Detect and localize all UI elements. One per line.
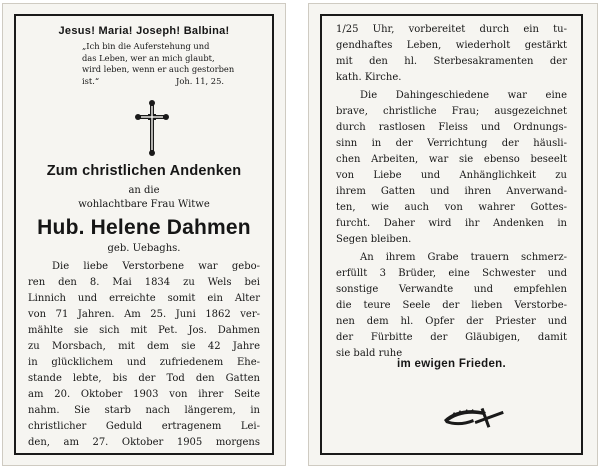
text-line: chen Arbeiten, war sie ebenso beseelt [336, 154, 567, 165]
text-line: kath. Kirche. [336, 72, 402, 83]
text-line: sinn in der Verrichtung der häusli- [336, 138, 567, 149]
text-line: ten, wie auch von wahrer Gottes- [336, 202, 567, 213]
biography-line: am 20. Oktober 1903 von ihrer Seite [28, 389, 260, 400]
maiden-name: geb. Uebaghs. [107, 243, 181, 254]
text-line: erfüllt 3 Brüder, eine Schwester und [336, 268, 567, 279]
text-line: der Fürbitte der Gläubigen, damit [336, 332, 567, 343]
subtitle-frau: wohlachtbare Frau Witwe [78, 199, 210, 210]
text-line: 1/25 Uhr, vorbereitet durch ein tu- [336, 24, 567, 35]
memorial-title: Zum christlichen Andenken [46, 163, 242, 179]
text-line: An ihrem Grabe trauern schmerz- [360, 252, 567, 263]
text-line: durch rastlosen Fleiss und Ordnungs- [336, 122, 567, 133]
biography-line: mählte sie sich mit Pet. Jos. Dahmen [28, 325, 260, 336]
quote-reference: Joh. 11, 25. [176, 75, 224, 86]
text-line: die teure Seele der lieben Verstorbe- [336, 300, 567, 311]
right-card-border [320, 14, 583, 455]
biography-text [28, 259, 260, 451]
biography-line: stande lebte, bis der Tod den Gatten [28, 373, 260, 384]
text-line: furcht. Daher wird ihr Andenken in [336, 218, 567, 229]
quote-line: „Ich bin die Auferstehung und [82, 41, 210, 51]
text-line: Die Dahingeschiedene war eine [360, 90, 567, 101]
biography-line: von 71 Jahren. Am 25. Juni 1862 ver- [28, 309, 260, 320]
right-card [308, 3, 598, 466]
subtitle-an: an die [128, 185, 160, 196]
cross-icon [135, 100, 169, 156]
death-paragraph [336, 22, 567, 86]
biography-line: christlicher Geduld ertragenem Lei- [28, 421, 260, 432]
biography-line: Linnich und erreichte somit ein Alter [28, 293, 260, 304]
text-line: sie bald ruhe [336, 348, 403, 359]
biography-line: ren den 8. Mai 1834 zu Wels bei [28, 277, 260, 288]
character-paragraph [336, 88, 567, 248]
palm-cross-icon [440, 402, 510, 432]
biography-line: den, am 27. Oktober 1905 morgens [28, 437, 260, 448]
biography-line: zu Morsbach, mit dem sie 42 Jahre [28, 341, 260, 352]
closing-phrase: im ewigen Frieden. [397, 358, 506, 370]
left-card [2, 3, 286, 466]
mourners-paragraph [336, 250, 567, 362]
invocation-heading: Jesus! Maria! Joseph! Balbina! [58, 25, 230, 37]
quote-line: wird leben, wenn er auch gestorben [82, 64, 235, 75]
quote-line: ist.“ [82, 75, 100, 86]
text-line: von Liebe und Anhänglichkeit zu [336, 170, 567, 181]
deceased-name: Hub. Helene Dahmen [37, 216, 251, 239]
text-line: sonstige Verwandte und empfehlen [336, 284, 567, 295]
text-line: nen dem hl. Opfer der Priester und [336, 316, 567, 327]
biography-line: nahm. Sie starb nach längerem, in [28, 405, 260, 416]
text-line: brave, christliche Frau; ausgezeichnet [336, 106, 567, 117]
left-card-border [14, 14, 274, 455]
quote-line: das Leben, wer an mich glaubt, [82, 52, 215, 63]
text-line: ihrem Gatten und ihren Anverwand- [336, 186, 567, 197]
biography-line: Die liebe Verstorbene war gebo- [52, 261, 260, 272]
scripture-quote [82, 41, 260, 87]
text-line: Segen bleiben. [336, 234, 412, 245]
text-line: mit den hl. Sterbesakramenten der [336, 56, 567, 67]
text-line: gendhaftes Leben, wiederholt gestärkt [336, 40, 567, 51]
biography-line: in glücklichem und zufriedenem Ehe- [28, 357, 260, 368]
